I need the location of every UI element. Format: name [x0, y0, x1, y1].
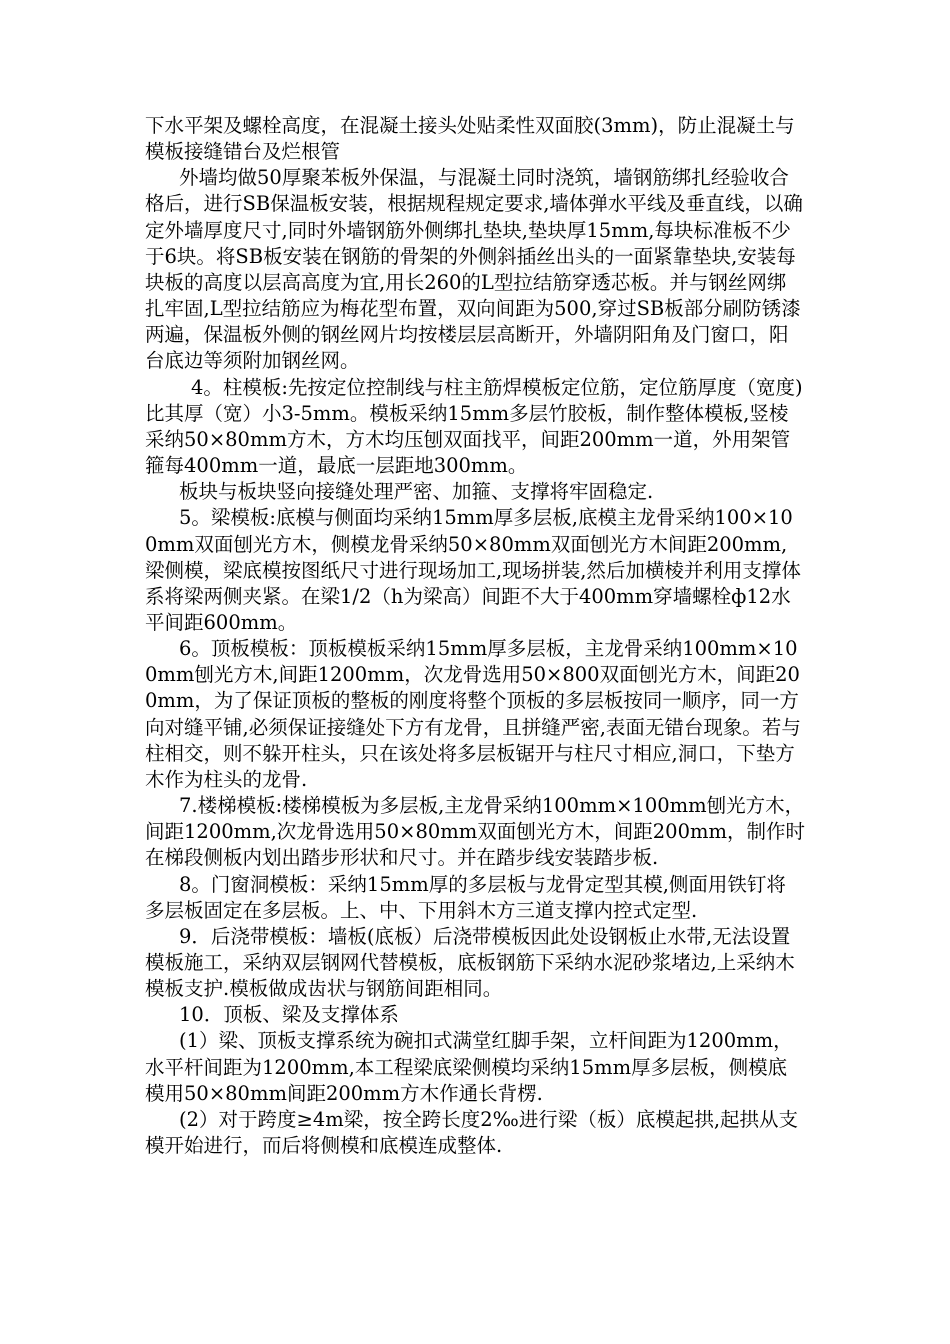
paragraph-formwork-continued: 下水平架及螺栓高度，在混凝土接头处贴柔性双面胶(3mm)，防止混凝土与模板接缝错台及烂根管: [145, 114, 795, 164]
paragraph-panel-joints: 板块与板块竖向接缝处理严密、加箍、支撑将牢固稳定.: [179, 480, 654, 504]
paragraph-support-item-1: (1）梁、顶板支撑系统为碗扣式满堂红脚手架，立杆间距为1200mm，水平杆间距为1200mm,本工程梁底梁侧模均采纳15mm厚多层板，侧模底模用50×80mm间距200mm方木作通长背楞.: [145, 1029, 793, 1105]
document-body: [145, 113, 805, 1159]
paragraph-post-pour-strip-formwork: 9．后浇带模板：墙板(底板）后浇带模板因此处设钢板止水带,无法设置模板施工，采纳双层钢网代替模板，底板钢筋下采纳水泥砂浆堵边,上采纳木模板支护.模板做成齿状与钢筋间距相同。: [145, 924, 795, 1001]
paragraph-beam-formwork: 5。梁模板:底模与侧面均采纳15mm厚多层板,底模主龙骨采纳100×100mm双面刨光方木，侧模龙骨采纳50×80mm双面刨光方木间距200mm,梁侧模，梁底模按图纸尺寸进行现场加工,现场拼装,然后加横棱并利用支撑体系将梁两侧夹紧。在梁1/2（h为梁高）间距不大于400mm穿墙螺栓ф12水平间距600mm。: [145, 506, 801, 634]
paragraph-stair-formwork: 7.楼梯模板:楼梯模板为多层板,主龙骨采纳100mm×100mm刨光方木，间距1200mm,次龙骨选用50×80mm双面刨光方木，间距200mm，制作时在梯段侧板内划出踏步形状和尺寸。并在踏步线安装踏步板.: [145, 794, 805, 870]
paragraph-slab-formwork: 6。顶板模板：顶板模板采纳15mm厚多层板，主龙骨采纳100mm×100mm刨光方木,间距1200mm，次龙骨选用50×800双面刨光方木，间距200mm，为了保证顶板的整板的刚度将整个顶板的多层板按同一顺序，同一方向对缝平铺,必须保证接缝处下方有龙骨，且拼缝严密,表面无错台现象。若与柱相交，则不躲开柱头，只在该处将多层板锯开与柱尺寸相应,洞口，下垫方木作为柱头的龙骨.: [145, 637, 801, 791]
paragraph-exterior-wall-insulation: 外墙均做50厚聚苯板外保温，与混凝土同时浇筑，墙钢筋绑扎经验收合格后，进行SB保温板安装，根据规程规定要求,墙体弹水平线及垂直线，以确定外墙厚度尺寸,同时外墙钢筋外侧绑扎垫块,垫块厚15mm,每块标准板不少于6块。将SB板安装在钢筋的骨架的外侧斜插丝出头的一面紧靠垫块,安装每块板的高度以层高高度为宜,用长260的L型拉结筋穿透芯板。并与钢丝网绑扎牢固,L型拉结筋应为梅花型布置，双向间距为500,穿过SB板部分刷防锈漆两遍，保温板外侧的钢丝网片均按楼层层高断开，外墙阴阳角及门窗口，阳台底边等须附加钢丝网。: [145, 166, 803, 373]
paragraph-support-item-2: (2）对于跨度≥4m梁，按全跨长度2‰进行梁（板）底模起拱,起拱从支模开始进行，而后将侧模和底模连成整体.: [145, 1107, 799, 1158]
paragraph-opening-formwork: 8。门窗洞模板：采纳15mm厚的多层板与龙骨定型其模,侧面用铁钉将多层板固定在多层板。上、中、下用斜木方三道支撑内控式定型.: [145, 872, 786, 922]
section-heading-support-system: 10．顶板、梁及支撑体系: [179, 1003, 399, 1027]
paragraph-column-formwork: 4。柱模板:先按定位控制线与柱主筋焊模板定位筋，定位筋厚度（宽度)比其厚（宽）小3-5mm。模板采纳15mm多层竹胶板，制作整体模板,竖棱采纳50×80mm方木，方木均压刨双面找平，间距200mm一道，外用架管箍每400mm一道，最底一层距地300mm。: [145, 375, 803, 478]
